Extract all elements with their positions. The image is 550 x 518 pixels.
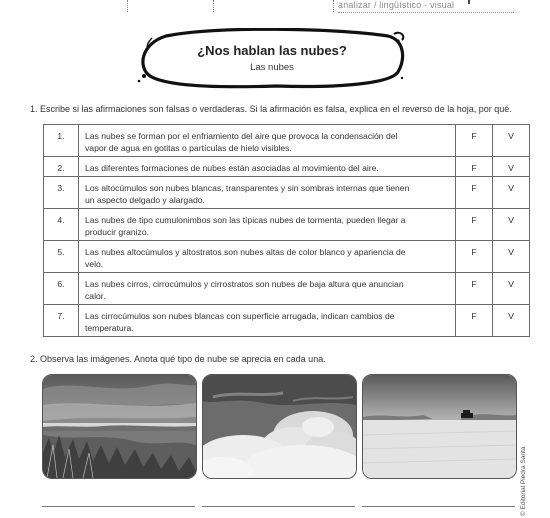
competencies-label: analizar / lingüístico - visual	[338, 0, 455, 10]
statement-line: temperatura.	[85, 323, 134, 333]
statement-cell	[79, 125, 456, 157]
false-option[interactable]: F	[456, 157, 493, 177]
statement-cell	[79, 241, 456, 273]
true-option[interactable]: V	[493, 241, 530, 273]
statement-line: Las cirrocúmulos son nubes blancas con superficie arrugada, indican cambios de	[85, 311, 395, 321]
statement-line: producir granizo.	[85, 227, 150, 237]
statement-line: Las nubes se forman por el enfriamiento del aire que provoca la condensación del	[85, 131, 398, 141]
true-option[interactable]: V	[493, 209, 530, 241]
table-row	[44, 177, 530, 209]
statement-line: vapor de agua en gotitas o partículas de hielo visibles.	[85, 143, 292, 153]
header-divider	[333, 0, 334, 12]
statement-cell	[79, 209, 456, 241]
header-strip	[0, 0, 550, 14]
row-number: 1.	[44, 125, 79, 157]
publisher-credit: © Editorial Piedra Santa	[520, 446, 527, 516]
row-number: 4.	[44, 209, 79, 241]
exercise1-instruction: 1. Escribe si las afirmaciones son falsas o verdaderas. Si la afirmación es falsa, explica en el reverso de la hoja, por qué.	[30, 104, 512, 114]
answer-line[interactable]	[42, 506, 195, 507]
cloud-photo-cumulus	[202, 374, 357, 479]
table-row	[44, 125, 530, 157]
statement-line: Las diferentes formaciones de nubes están asociadas al movimiento del aire.	[85, 163, 379, 173]
title-banner	[136, 28, 408, 90]
exercise2-instruction: 2. Observa las imágenes. Anota qué tipo de nube se aprecia en cada una.	[30, 354, 326, 364]
row-number: 5.	[44, 241, 79, 273]
true-false-table	[43, 124, 530, 337]
statement-line: Las nubes de tipo cumulonimbos son las típicas nubes de tormenta, pueden llegar a	[85, 215, 406, 225]
statement-cell	[79, 305, 456, 337]
table-row	[44, 241, 530, 273]
header-divider	[213, 0, 214, 12]
true-option[interactable]: V	[493, 157, 530, 177]
false-option[interactable]: F	[456, 305, 493, 337]
page-title: ¿Nos hablan las nubes?	[197, 43, 347, 58]
statement-cell	[79, 157, 456, 177]
row-number: 6.	[44, 273, 79, 305]
statement-cell	[79, 177, 456, 209]
table-row	[44, 305, 530, 337]
false-option[interactable]: F	[456, 273, 493, 305]
true-option[interactable]: V	[493, 125, 530, 157]
answer-line[interactable]	[362, 506, 515, 507]
statement-line: calor.	[85, 291, 106, 301]
header-rule	[338, 12, 514, 13]
table-row	[44, 273, 530, 305]
statement-line: velo.	[85, 259, 104, 269]
answer-line[interactable]	[202, 506, 355, 507]
cloud-outline-icon	[136, 28, 408, 90]
statement-line: un aspecto delgado y alargado.	[85, 195, 205, 205]
statement-cell	[79, 273, 456, 305]
false-option[interactable]: F	[456, 125, 493, 157]
statement-line: Los altocúmulos son nubes blancas, transparentes y sin sombras internas que tienen	[85, 183, 410, 193]
true-option[interactable]: V	[493, 273, 530, 305]
page-subtitle: Las nubes	[250, 62, 294, 73]
table-row	[44, 209, 530, 241]
true-option[interactable]: V	[493, 177, 530, 209]
cloud-photo-clear-sky	[362, 374, 517, 479]
header-mark	[468, 0, 470, 4]
row-number: 7.	[44, 305, 79, 337]
statement-line: Las nubes altocúmulos y altostratos son nubes altas de color blanco y apariencia de	[85, 247, 406, 257]
false-option[interactable]: F	[456, 177, 493, 209]
true-option[interactable]: V	[493, 305, 530, 337]
header-divider	[127, 0, 128, 12]
row-number: 3.	[44, 177, 79, 209]
cloud-photo-stratus	[42, 374, 197, 479]
false-option[interactable]: F	[456, 209, 493, 241]
row-number: 2.	[44, 157, 79, 177]
statement-line: Las nubes cirros, cirrocúmulos y cirrostratos son nubes de baja altura que anuncian	[85, 279, 404, 289]
false-option[interactable]: F	[456, 241, 493, 273]
table-row	[44, 157, 530, 177]
